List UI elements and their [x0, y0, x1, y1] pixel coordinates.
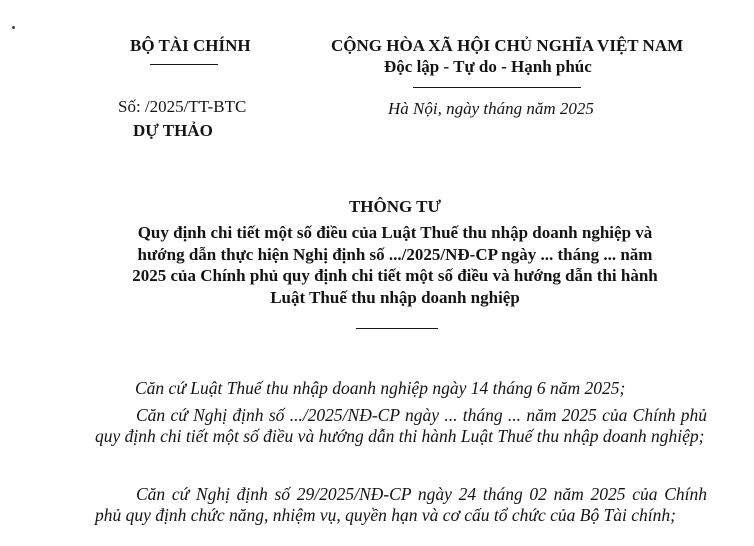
draft-label: DỰ THẢO: [133, 121, 213, 140]
preamble-paragraph: Căn cứ Nghị định số 29/2025/NĐ-CP ngày 24 tháng 02 năm 2025 của Chính phủ quy định chức năng, nhiệm vụ, quyền hạn và cơ cấu tổ chức của Bộ Tài chính;: [95, 484, 707, 525]
subject-line: hướng dẫn thực hiện Nghị định số .../2025/NĐ-CP ngày ... tháng ... năm: [137, 244, 653, 264]
preamble-paragraph: Căn cứ Luật Thuế thu nhập doanh nghiệp ngày 14 tháng 6 năm 2025;: [135, 378, 626, 398]
motto-underline: [413, 87, 581, 88]
place-date: Hà Nội, ngày tháng năm 2025: [388, 99, 594, 118]
subject-line: Luật Thuế thu nhập doanh nghiệp: [270, 287, 520, 307]
document-number: Số: /2025/TT-BTC: [118, 97, 247, 116]
preamble-paragraph: Căn cứ Nghị định số .../2025/NĐ-CP ngày ... tháng ... năm 2025 của Chính phủ quy định chi tiết một số điều và hướng dẫn thi hành Luật Thuế thu nhập doanh nghiệp;: [95, 405, 707, 446]
nation-name: CỘNG HÒA XÃ HỘI CHỦ NGHĨA VIỆT NAM: [331, 36, 684, 55]
scan-speck: [12, 26, 15, 29]
subject-underline: [356, 328, 438, 329]
subject-line: 2025 của Chính phủ quy định chi tiết một số điều và hướng dẫn thi hành: [132, 266, 658, 285]
document-type: THÔNG TƯ: [348, 197, 442, 216]
document-subject: [95, 222, 695, 308]
national-motto: Độc lập - Tự do - Hạnh phúc: [384, 57, 592, 76]
subject-line: Quy định chi tiết một số điều của Luật Thuế thu nhập doanh nghiệp và: [137, 223, 653, 242]
ministry-name: BỘ TÀI CHÍNH: [130, 36, 251, 55]
ministry-underline: [150, 64, 218, 65]
